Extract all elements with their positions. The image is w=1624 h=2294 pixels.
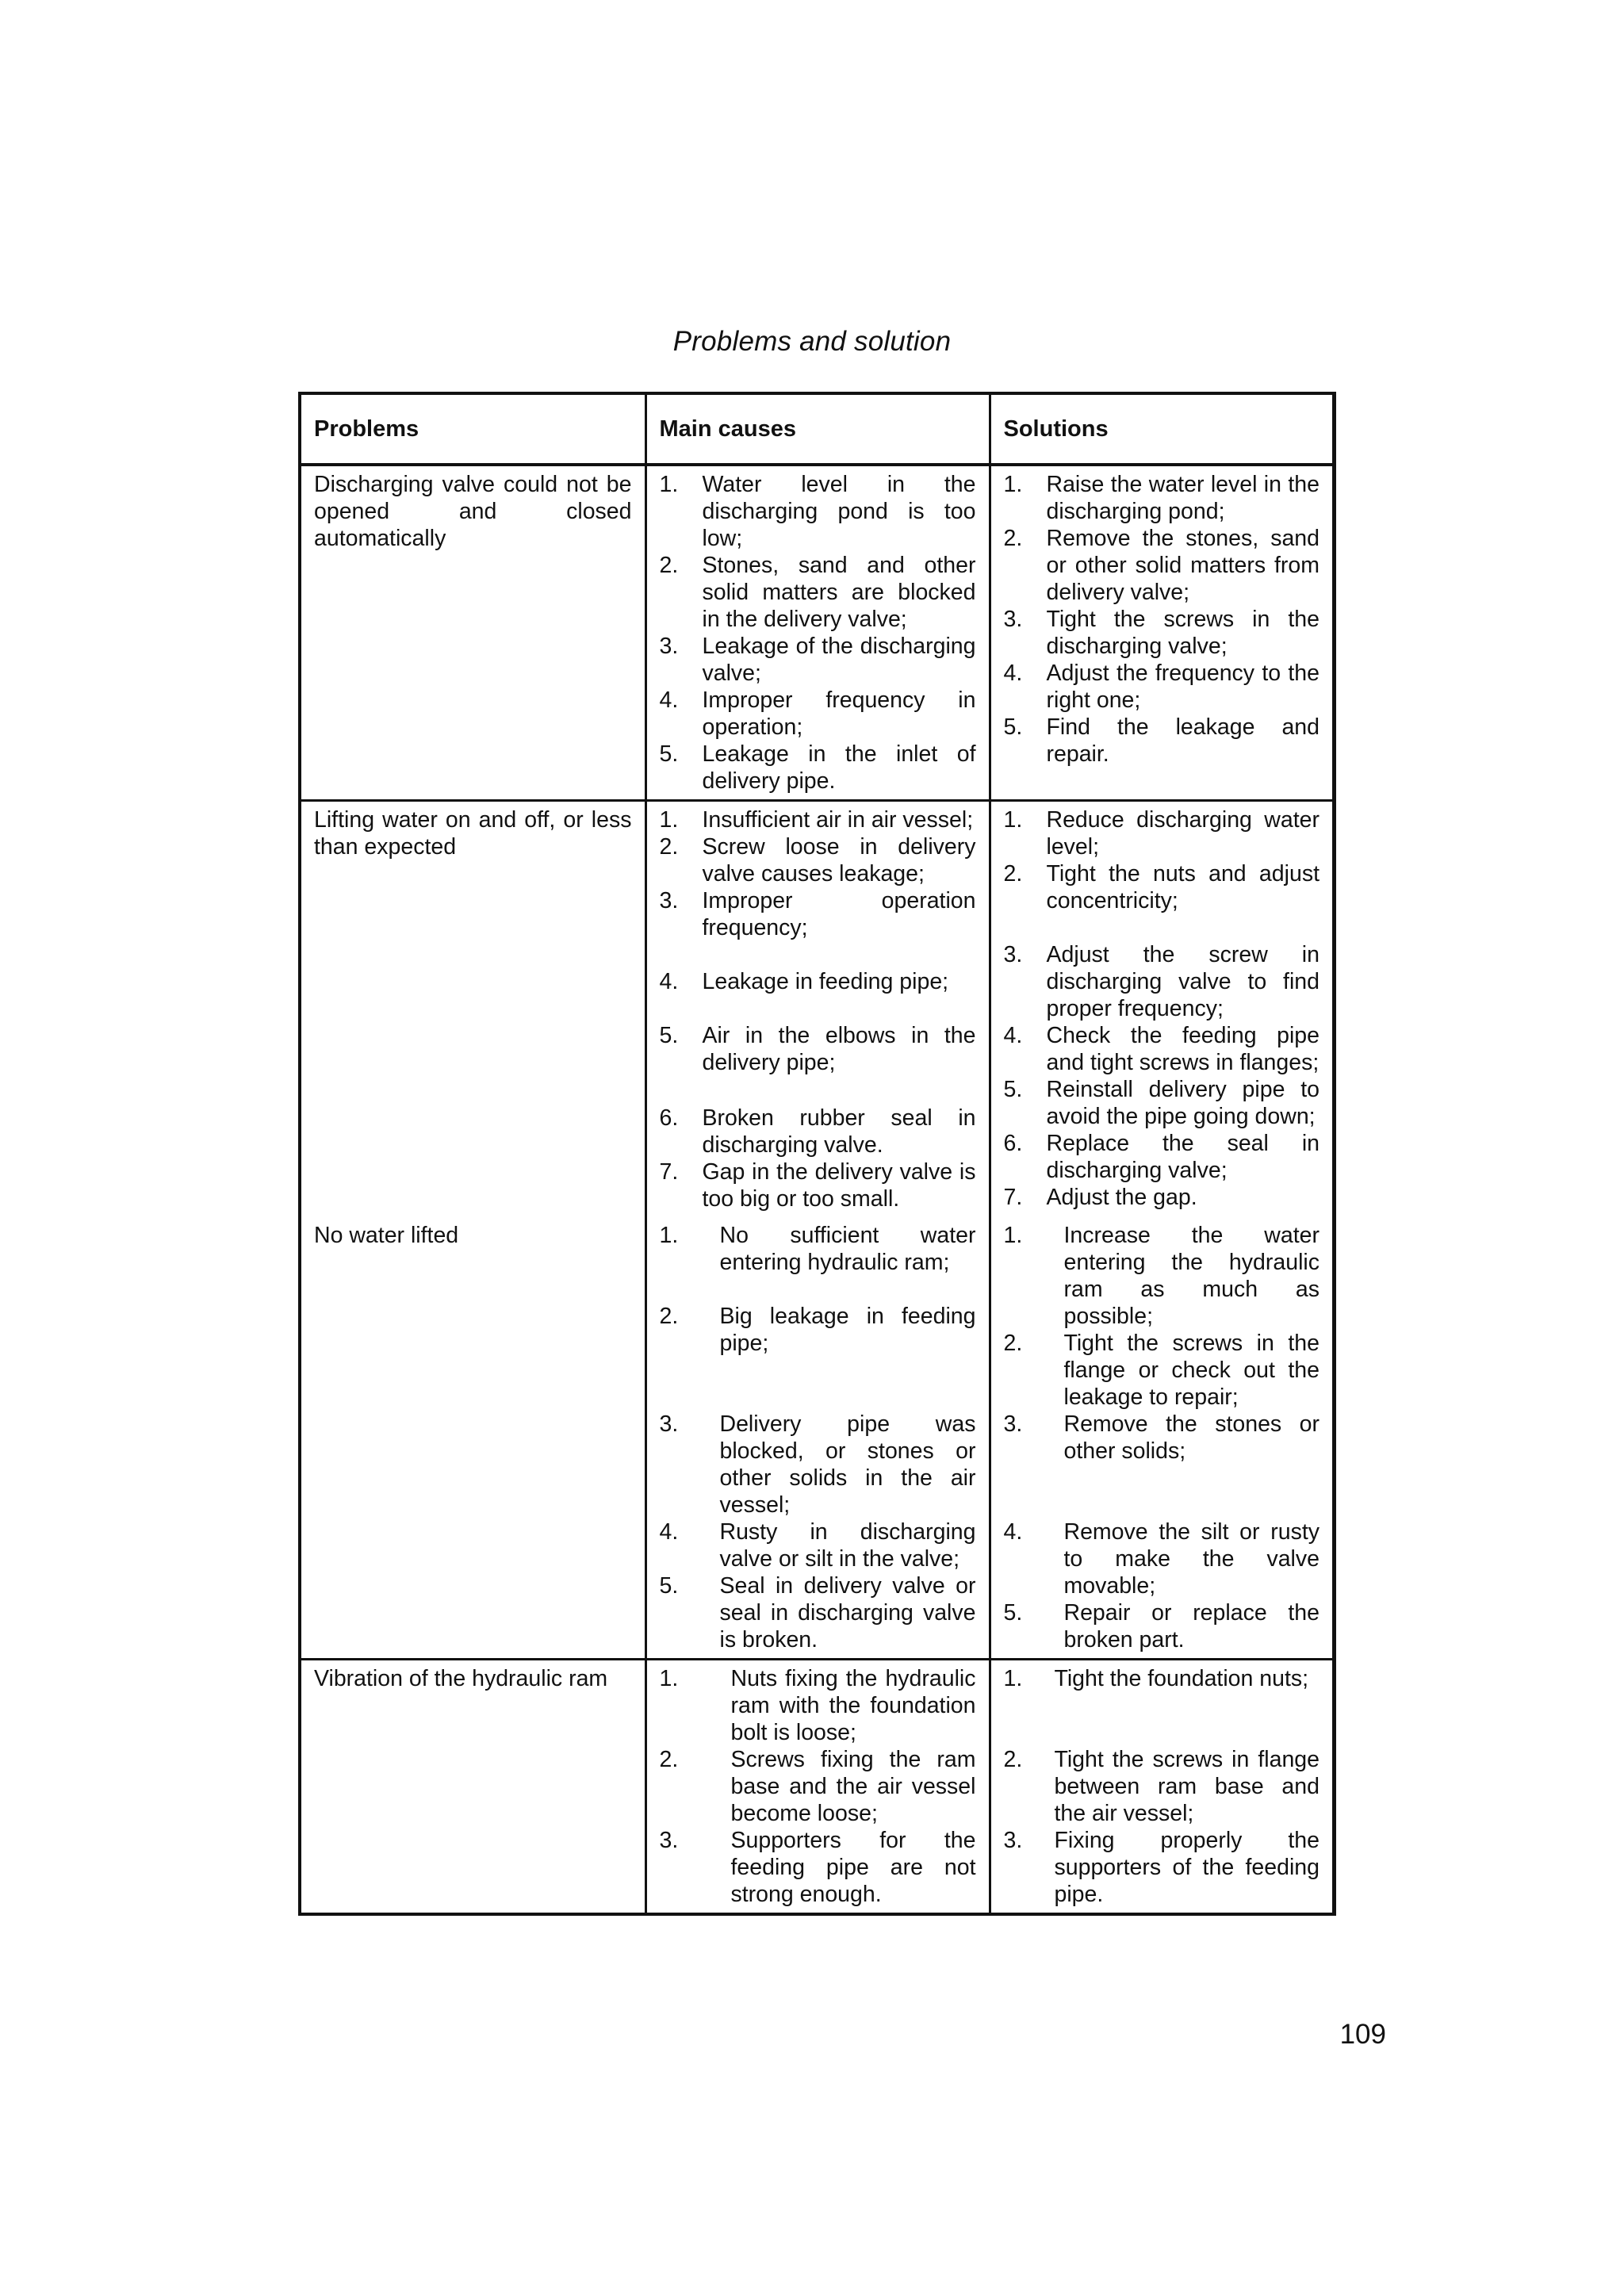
solutions-list — [1004, 1222, 1320, 1653]
causes-cell — [645, 465, 990, 801]
problem-cell: Discharging valve could not be opened and closed automatically — [314, 472, 632, 551]
list-item: 1. Water level in the discharging pond is too low; — [659, 472, 976, 551]
list-item: 4. Remove the silt or rusty to make the valve movable; — [1003, 1519, 1320, 1599]
list-item: 2. Tight the screws in the flange or check out the leakage to repair; — [1003, 1331, 1320, 1410]
list-item: 7. Gap in the delivery valve is too big or too small. — [659, 1159, 976, 1212]
list-item: 2. Screw loose in delivery valve causes leakage; — [659, 834, 976, 887]
header-solutions: Solutions — [990, 395, 1332, 465]
list-item: 6. Broken rubber seal in discharging valve. — [659, 1105, 976, 1158]
list-item: 3. Delivery pipe was blocked, or stones or other solids in the air vessel; — [659, 1411, 976, 1518]
table-row — [301, 801, 1332, 1218]
list-item: 6. Replace the seal in discharging valve; — [1003, 1131, 1320, 1183]
page-number: 109 — [1339, 2019, 1386, 2050]
problem-cell: Vibration of the hydraulic ram — [301, 1660, 645, 1913]
table-row — [301, 1217, 1332, 1660]
causes-list — [660, 1222, 976, 1653]
list-item: 5. Repair or replace the broken part. — [1003, 1600, 1320, 1653]
header-problems: Problems — [301, 395, 645, 465]
causes-list — [660, 806, 976, 1212]
list-item: 1. Increase the water entering the hydraulic ram as much as possible; — [1003, 1223, 1320, 1329]
list-item: 4. Adjust the frequency to the right one; — [1003, 661, 1320, 713]
list-item: 2. Stones, sand and other solid matters are blocked in the delivery valve; — [659, 553, 976, 632]
list-item: 4. Rusty in discharging valve or silt in the valve; — [659, 1519, 976, 1572]
table-row — [301, 465, 1332, 801]
list-item: 2. Tight the screws in flange between ram base and the air vessel; — [1003, 1747, 1320, 1826]
list-item: 7. Adjust the gap. — [1003, 1185, 1197, 1210]
solutions-cell — [990, 801, 1332, 1218]
list-item: 3. Fixing properly the supporters of the feeding pipe. — [1003, 1828, 1320, 1907]
list-item: 1. Reduce discharging water level; — [1003, 807, 1320, 860]
list-item: 5. Leakage in the inlet of delivery pipe. — [659, 741, 976, 794]
list-item: 2. Tight the nuts and adjust concentricity; — [1003, 861, 1320, 913]
solutions-cell — [990, 1217, 1332, 1660]
list-item: 5. Air in the elbows in the delivery pipe; — [659, 1023, 976, 1075]
problem-cell: No water lifted — [314, 1223, 459, 1248]
list-item: 4. Check the feeding pipe and tight screws in flanges; — [1003, 1023, 1320, 1075]
solutions-cell — [990, 1660, 1332, 1913]
list-item: 2. Big leakage in feeding pipe; — [659, 1304, 976, 1356]
list-item: 4. Improper frequency in operation; — [659, 687, 976, 740]
solutions-list — [1004, 1665, 1320, 1908]
list-item: 3. Remove the stones or other solids; — [1003, 1411, 1320, 1464]
page-title: Problems and solution — [672, 326, 952, 357]
causes-cell — [645, 1660, 990, 1913]
list-item: 5. Seal in delivery valve or seal in discharging valve is broken. — [659, 1573, 976, 1653]
causes-cell — [645, 801, 990, 1218]
solutions-list — [1004, 806, 1320, 1211]
list-item: 1. Tight the foundation nuts; — [1003, 1666, 1309, 1691]
solutions-cell — [990, 465, 1332, 801]
list-item: 1. Raise the water level in the discharging pond; — [1003, 472, 1320, 524]
list-item: 2. Remove the stones, sand or other solid matters from delivery valve; — [1003, 526, 1320, 605]
table-header-row — [301, 395, 1332, 465]
causes-list — [660, 1665, 976, 1908]
table-row — [301, 1660, 1332, 1913]
list-item: 3. Improper operation frequency; — [659, 888, 976, 940]
problem-cell: Lifting water on and off, or less than expected — [301, 801, 645, 1218]
list-item: 5. Find the leakage and repair. — [1003, 714, 1320, 767]
causes-cell — [645, 1217, 990, 1660]
causes-list — [660, 471, 976, 795]
problems-table — [298, 392, 1336, 1916]
list-item: 1. Insufficient air in air vessel; — [659, 807, 974, 833]
solutions-list — [1004, 471, 1320, 768]
list-item: 1. Nuts fixing the hydraulic ram with the foundation bolt is loose; — [659, 1666, 976, 1745]
list-item: 5. Reinstall delivery pipe to avoid the pipe going down; — [1003, 1077, 1320, 1129]
list-item: 3. Adjust the screw in discharging valve to find proper frequency; — [1003, 942, 1320, 1021]
header-main-causes: Main causes — [645, 395, 990, 465]
list-item: 3. Supporters for the feeding pipe are not strong enough. — [659, 1828, 976, 1907]
list-item: 3. Leakage of the discharging valve; — [659, 634, 976, 686]
list-item: 4. Leakage in feeding pipe; — [659, 969, 949, 994]
list-item: 3. Tight the screws in the discharging valve; — [1003, 607, 1320, 659]
list-item: 2. Screws fixing the ram base and the air vessel become loose; — [659, 1747, 976, 1826]
list-item: 1. No sufficient water entering hydraulic ram; — [659, 1223, 976, 1275]
